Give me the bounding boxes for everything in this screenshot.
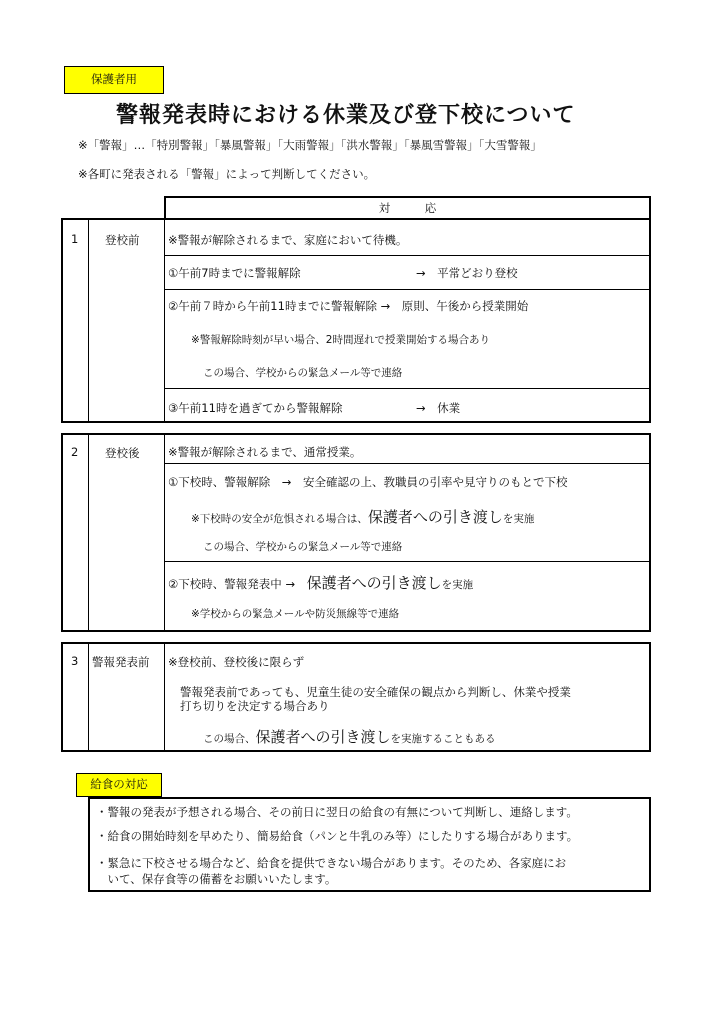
dismissal-warning-suffix: を実施 <box>441 579 474 591</box>
decision-text-line1: 警報発表前であっても、児童生徒の安全確保の観点から判断し、休業や授業 <box>180 685 571 699</box>
normal-attendance-text: → 平常どおり登校 <box>416 266 518 280</box>
judgement-note: ※各町に発表される「警報」によって判断してください。 <box>78 167 376 181</box>
cleared-before-7-text: ①午前7時までに警報解除 <box>168 266 301 280</box>
email-contact-note: この場合、学校からの緊急メール等で連絡 <box>203 367 403 379</box>
response-header <box>164 196 651 220</box>
handover-emphasis: 保護者への引き渡し <box>306 574 442 592</box>
cleared-after-11-text: ③午前11時を過ぎてから警報解除 <box>168 401 343 415</box>
section-label: 登校後 <box>105 446 140 460</box>
dismissal-warning-prefix: ②下校時、警報発表中 → <box>168 577 296 591</box>
handover-emphasis: 保護者への引き渡し <box>255 728 391 746</box>
list-item: ・警報の発表が予想される場合、その前日に翌日の給食の有無について判断し、連絡します。 <box>96 805 578 819</box>
warning-types-note: ※「警報」…「特別警報」「暴風警報」「大雨警報」「洪水警報」「暴風雪警報」「大雪警報」 <box>78 138 542 152</box>
decision-text-line2: 打ち切りを決定する場合あり <box>180 699 330 713</box>
regardless-text: ※登校前、登校後に限らず <box>168 655 305 669</box>
handover-note-suffix: を実施 <box>502 513 535 525</box>
guardian-badge: 保護者用 <box>64 66 164 94</box>
section-label: 警報発表前 <box>92 655 150 669</box>
list-item: ・給食の開始時刻を早めたり、簡易給食（パンと牛乳のみ等）にしたりする場合があります。 <box>96 829 579 843</box>
normal-classes-text: ※警報が解除されるまで、通常授業。 <box>168 445 362 459</box>
list-item: いて、保存食等の備蓄をお願いいたします。 <box>96 872 337 886</box>
section-number: 2 <box>71 445 79 459</box>
section-number: 1 <box>71 232 79 246</box>
section-number: 3 <box>71 654 79 668</box>
handover-note <box>191 506 534 527</box>
dismissal-warning-text <box>168 572 473 593</box>
early-clear-note: ※警報解除時刻が早い場合、2時間遅れで授業開始する場合あり <box>191 334 490 346</box>
handover-note-prefix: ※下校時の安全が危惧される場合は、 <box>191 513 368 525</box>
section-label: 登校前 <box>105 233 140 247</box>
page-title: 警報発表時における休業及び登下校について <box>116 103 576 128</box>
email-contact-note: この場合、学校からの緊急メール等で連絡 <box>203 541 403 553</box>
lunch-policy-list <box>88 797 651 892</box>
response-header-label: 対 応 <box>378 201 437 215</box>
dismissal-cleared-text: ①下校時、警報解除 → 安全確認の上、教職員の引率や見守りのもとで下校 <box>168 475 568 489</box>
handover-possible-suffix: を実施することもある <box>390 733 496 745</box>
section-before-warning <box>61 642 651 752</box>
radio-contact-note: ※学校からの緊急メールや防災無線等で連絡 <box>191 608 400 620</box>
handover-possible-prefix: この場合、 <box>203 733 256 745</box>
list-item: ・緊急に下校させる場合など、給食を提供できない場合があります。そのため、各家庭にお <box>96 856 567 870</box>
school-closed-text: → 休業 <box>416 401 461 415</box>
handover-emphasis: 保護者への引き渡し <box>367 508 503 526</box>
section-after-school <box>61 433 651 632</box>
handover-possible-note <box>203 726 496 747</box>
lunch-badge: 給食の対応 <box>76 773 162 797</box>
cleared-7-to-11-text: ②午前７時から午前11時までに警報解除 → 原則、午後から授業開始 <box>168 299 529 313</box>
section-before-school <box>61 218 651 423</box>
wait-at-home-text: ※警報が解除されるまで、家庭において待機。 <box>168 233 408 247</box>
